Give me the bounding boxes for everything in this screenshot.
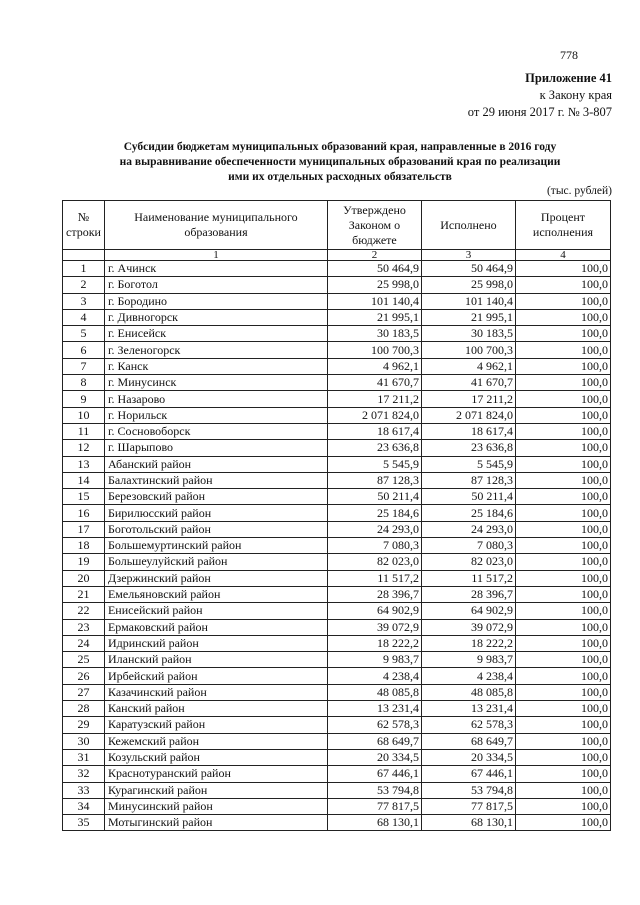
executed-amount-cell: 50 464,9 [421, 261, 515, 277]
executed-amount-cell: 18 222,2 [421, 635, 515, 651]
row-number-cell: 14 [63, 472, 105, 488]
executed-amount-cell: 25 184,6 [421, 505, 515, 521]
percent-cell: 100,0 [515, 375, 610, 391]
table-row [63, 635, 611, 651]
executed-amount-cell: 50 211,4 [421, 489, 515, 505]
municipality-name-cell: г. Енисейск [104, 326, 327, 342]
table-row [63, 668, 611, 684]
executed-amount-cell: 82 023,0 [421, 554, 515, 570]
row-number-cell: 5 [63, 326, 105, 342]
row-number-cell: 16 [63, 505, 105, 521]
table-row [63, 407, 611, 423]
percent-cell: 100,0 [515, 782, 610, 798]
approved-amount-cell: 77 817,5 [327, 798, 421, 814]
executed-amount-cell: 39 072,9 [421, 619, 515, 635]
percent-cell: 100,0 [515, 586, 610, 602]
appendix-block [468, 70, 612, 121]
approved-amount-cell: 28 396,7 [327, 586, 421, 602]
approved-amount-cell: 24 293,0 [327, 521, 421, 537]
approved-amount-cell: 20 334,5 [327, 749, 421, 765]
column-number: 2 [327, 250, 421, 261]
row-number-cell: 30 [63, 733, 105, 749]
table-row [63, 391, 611, 407]
row-number-cell: 31 [63, 749, 105, 765]
municipality-name-cell: г. Зеленогорск [104, 342, 327, 358]
row-number-cell: 25 [63, 652, 105, 668]
municipality-name-cell: г. Шарыпово [104, 440, 327, 456]
table-row [63, 309, 611, 325]
approved-amount-cell: 39 072,9 [327, 619, 421, 635]
row-number-cell: 15 [63, 489, 105, 505]
approved-amount-cell: 5 545,9 [327, 456, 421, 472]
document-title [60, 140, 620, 185]
row-number-cell: 1 [63, 261, 105, 277]
row-number-cell: 33 [63, 782, 105, 798]
percent-cell: 100,0 [515, 684, 610, 700]
header-row-number: № строки [63, 201, 105, 250]
executed-amount-cell: 64 902,9 [421, 603, 515, 619]
row-number-cell: 23 [63, 619, 105, 635]
approved-amount-cell: 87 128,3 [327, 472, 421, 488]
header-approved: Утверждено Законом о бюджете [327, 201, 421, 250]
municipality-name-cell: г. Ачинск [104, 261, 327, 277]
percent-cell: 100,0 [515, 635, 610, 651]
row-number-cell: 6 [63, 342, 105, 358]
table-row [63, 472, 611, 488]
table-row [63, 603, 611, 619]
executed-amount-cell: 53 794,8 [421, 782, 515, 798]
executed-amount-cell: 68 649,7 [421, 733, 515, 749]
approved-amount-cell: 68 130,1 [327, 815, 421, 831]
table-row [63, 440, 611, 456]
column-number-row [63, 250, 611, 261]
municipality-name-cell: Енисейский район [104, 603, 327, 619]
table-row [63, 375, 611, 391]
percent-cell: 100,0 [515, 619, 610, 635]
percent-cell: 100,0 [515, 261, 610, 277]
table-row [63, 684, 611, 700]
percent-cell: 100,0 [515, 554, 610, 570]
approved-amount-cell: 4 238,4 [327, 668, 421, 684]
executed-amount-cell: 13 231,4 [421, 701, 515, 717]
column-number: 4 [515, 250, 610, 261]
row-number-cell: 35 [63, 815, 105, 831]
municipality-name-cell: Емельяновский район [104, 586, 327, 602]
executed-amount-cell: 28 396,7 [421, 586, 515, 602]
row-number-cell: 22 [63, 603, 105, 619]
municipality-name-cell: Курагинский район [104, 782, 327, 798]
table-row [63, 456, 611, 472]
municipality-name-cell: Бирилюсский район [104, 505, 327, 521]
table-row [63, 798, 611, 814]
executed-amount-cell: 5 545,9 [421, 456, 515, 472]
executed-amount-cell: 67 446,1 [421, 766, 515, 782]
municipality-name-cell: Дзержинский район [104, 570, 327, 586]
subsidies-table [62, 200, 611, 831]
approved-amount-cell: 53 794,8 [327, 782, 421, 798]
units-label: (тыс. рублей) [546, 185, 612, 197]
row-number-cell: 28 [63, 701, 105, 717]
row-number-cell: 24 [63, 635, 105, 651]
municipality-name-cell: Каратузский район [104, 717, 327, 733]
percent-cell: 100,0 [515, 277, 610, 293]
row-number-cell: 8 [63, 375, 105, 391]
column-number: 3 [421, 250, 515, 261]
approved-amount-cell: 21 995,1 [327, 309, 421, 325]
executed-amount-cell: 18 617,4 [421, 423, 515, 439]
municipality-name-cell: г. Норильск [104, 407, 327, 423]
executed-amount-cell: 2 071 824,0 [421, 407, 515, 423]
percent-cell: 100,0 [515, 358, 610, 374]
percent-cell: 100,0 [515, 440, 610, 456]
table-row [63, 586, 611, 602]
table-row [63, 815, 611, 831]
percent-cell: 100,0 [515, 668, 610, 684]
executed-amount-cell: 20 334,5 [421, 749, 515, 765]
municipality-name-cell: Казачинский район [104, 684, 327, 700]
page-number: 778 [560, 48, 578, 62]
municipality-name-cell: Мотыгинский район [104, 815, 327, 831]
row-number-cell: 7 [63, 358, 105, 374]
municipality-name-cell: Ермаковский район [104, 619, 327, 635]
approved-amount-cell: 13 231,4 [327, 701, 421, 717]
approved-amount-cell: 18 222,2 [327, 635, 421, 651]
municipality-name-cell: Идринский район [104, 635, 327, 651]
percent-cell: 100,0 [515, 326, 610, 342]
municipality-name-cell: Козульский район [104, 749, 327, 765]
executed-amount-cell: 62 578,3 [421, 717, 515, 733]
approved-amount-cell: 11 517,2 [327, 570, 421, 586]
percent-cell: 100,0 [515, 309, 610, 325]
percent-cell: 100,0 [515, 505, 610, 521]
percent-cell: 100,0 [515, 570, 610, 586]
percent-cell: 100,0 [515, 701, 610, 717]
header-executed: Исполнено [421, 201, 515, 250]
percent-cell: 100,0 [515, 815, 610, 831]
executed-amount-cell: 68 130,1 [421, 815, 515, 831]
percent-cell: 100,0 [515, 407, 610, 423]
title-line: ими их отдельных расходных обязательств [228, 171, 452, 183]
approved-amount-cell: 50 211,4 [327, 489, 421, 505]
row-number-cell: 12 [63, 440, 105, 456]
row-number-cell: 4 [63, 309, 105, 325]
municipality-name-cell: Краснотуранский район [104, 766, 327, 782]
row-number-cell: 11 [63, 423, 105, 439]
table-row [63, 782, 611, 798]
appendix-date: от 29 июня 2017 г. № 3-807 [467, 105, 612, 119]
column-number [63, 250, 105, 261]
municipality-name-cell: Абанский район [104, 456, 327, 472]
municipality-name-cell: Березовский район [104, 489, 327, 505]
row-number-cell: 20 [63, 570, 105, 586]
table-row [63, 423, 611, 439]
approved-amount-cell: 23 636,8 [327, 440, 421, 456]
table-row [63, 261, 611, 277]
executed-amount-cell: 41 670,7 [421, 375, 515, 391]
approved-amount-cell: 9 983,7 [327, 652, 421, 668]
percent-cell: 100,0 [515, 749, 610, 765]
table-row [63, 326, 611, 342]
row-number-cell: 10 [63, 407, 105, 423]
municipality-name-cell: г. Боготол [104, 277, 327, 293]
executed-amount-cell: 77 817,5 [421, 798, 515, 814]
row-number-cell: 32 [63, 766, 105, 782]
executed-amount-cell: 30 183,5 [421, 326, 515, 342]
table-row [63, 701, 611, 717]
approved-amount-cell: 30 183,5 [327, 326, 421, 342]
percent-cell: 100,0 [515, 456, 610, 472]
executed-amount-cell: 101 140,4 [421, 293, 515, 309]
approved-amount-cell: 82 023,0 [327, 554, 421, 570]
row-number-cell: 21 [63, 586, 105, 602]
municipality-name-cell: Иланский район [104, 652, 327, 668]
municipality-name-cell: г. Бородино [104, 293, 327, 309]
municipality-name-cell: Большеулуйский район [104, 554, 327, 570]
municipality-name-cell: Минусинский район [104, 798, 327, 814]
table-row [63, 277, 611, 293]
approved-amount-cell: 48 085,8 [327, 684, 421, 700]
percent-cell: 100,0 [515, 489, 610, 505]
approved-amount-cell: 62 578,3 [327, 717, 421, 733]
row-number-cell: 9 [63, 391, 105, 407]
approved-amount-cell: 4 962,1 [327, 358, 421, 374]
executed-amount-cell: 48 085,8 [421, 684, 515, 700]
appendix-law-ref: к Закону края [539, 88, 612, 102]
approved-amount-cell: 100 700,3 [327, 342, 421, 358]
municipality-name-cell: г. Назарово [104, 391, 327, 407]
municipality-name-cell: г. Канск [104, 358, 327, 374]
approved-amount-cell: 64 902,9 [327, 603, 421, 619]
table-body [63, 261, 611, 831]
approved-amount-cell: 7 080,3 [327, 538, 421, 554]
executed-amount-cell: 24 293,0 [421, 521, 515, 537]
row-number-cell: 3 [63, 293, 105, 309]
title-line: на выравнивание обеспеченности муниципальных образований края по реализации [119, 156, 561, 168]
table-row [63, 293, 611, 309]
row-number-cell: 19 [63, 554, 105, 570]
row-number-cell: 2 [63, 277, 105, 293]
municipality-name-cell: Боготольский район [104, 521, 327, 537]
approved-amount-cell: 68 649,7 [327, 733, 421, 749]
table-row [63, 717, 611, 733]
table-row [63, 733, 611, 749]
percent-cell: 100,0 [515, 798, 610, 814]
table-header-row [63, 201, 611, 250]
table-row [63, 652, 611, 668]
executed-amount-cell: 11 517,2 [421, 570, 515, 586]
approved-amount-cell: 41 670,7 [327, 375, 421, 391]
row-number-cell: 18 [63, 538, 105, 554]
approved-amount-cell: 17 211,2 [327, 391, 421, 407]
executed-amount-cell: 4 962,1 [421, 358, 515, 374]
percent-cell: 100,0 [515, 603, 610, 619]
percent-cell: 100,0 [515, 521, 610, 537]
header-percent: Процент исполнения [515, 201, 610, 250]
percent-cell: 100,0 [515, 342, 610, 358]
table-row [63, 489, 611, 505]
municipality-name-cell: Ирбейский район [104, 668, 327, 684]
table-row [63, 538, 611, 554]
percent-cell: 100,0 [515, 293, 610, 309]
municipality-name-cell: Балахтинский район [104, 472, 327, 488]
executed-amount-cell: 7 080,3 [421, 538, 515, 554]
row-number-cell: 29 [63, 717, 105, 733]
approved-amount-cell: 67 446,1 [327, 766, 421, 782]
column-number: 1 [104, 250, 327, 261]
municipality-name-cell: Канский район [104, 701, 327, 717]
percent-cell: 100,0 [515, 538, 610, 554]
approved-amount-cell: 25 998,0 [327, 277, 421, 293]
appendix-title: Приложение 41 [525, 71, 612, 85]
row-number-cell: 26 [63, 668, 105, 684]
table-row [63, 505, 611, 521]
table-row [63, 521, 611, 537]
municipality-name-cell: г. Сосновоборск [104, 423, 327, 439]
municipality-name-cell: Кежемский район [104, 733, 327, 749]
executed-amount-cell: 4 238,4 [421, 668, 515, 684]
percent-cell: 100,0 [515, 652, 610, 668]
municipality-name-cell: г. Минусинск [104, 375, 327, 391]
approved-amount-cell: 25 184,6 [327, 505, 421, 521]
percent-cell: 100,0 [515, 733, 610, 749]
executed-amount-cell: 87 128,3 [421, 472, 515, 488]
row-number-cell: 27 [63, 684, 105, 700]
row-number-cell: 13 [63, 456, 105, 472]
percent-cell: 100,0 [515, 472, 610, 488]
executed-amount-cell: 17 211,2 [421, 391, 515, 407]
municipality-name-cell: Большемуртинский район [104, 538, 327, 554]
approved-amount-cell: 2 071 824,0 [327, 407, 421, 423]
executed-amount-cell: 25 998,0 [421, 277, 515, 293]
row-number-cell: 17 [63, 521, 105, 537]
table-row [63, 749, 611, 765]
percent-cell: 100,0 [515, 766, 610, 782]
executed-amount-cell: 9 983,7 [421, 652, 515, 668]
table-row [63, 342, 611, 358]
table-row [63, 358, 611, 374]
table-row [63, 554, 611, 570]
percent-cell: 100,0 [515, 717, 610, 733]
approved-amount-cell: 101 140,4 [327, 293, 421, 309]
executed-amount-cell: 100 700,3 [421, 342, 515, 358]
table-row [63, 570, 611, 586]
approved-amount-cell: 50 464,9 [327, 261, 421, 277]
title-line: Субсидии бюджетам муниципальных образований края, направленные в 2016 году [123, 141, 557, 153]
header-name: Наименование муниципального образования [104, 201, 327, 250]
executed-amount-cell: 23 636,8 [421, 440, 515, 456]
table-row [63, 766, 611, 782]
approved-amount-cell: 18 617,4 [327, 423, 421, 439]
executed-amount-cell: 21 995,1 [421, 309, 515, 325]
percent-cell: 100,0 [515, 423, 610, 439]
municipality-name-cell: г. Дивногорск [104, 309, 327, 325]
percent-cell: 100,0 [515, 391, 610, 407]
row-number-cell: 34 [63, 798, 105, 814]
table-row [63, 619, 611, 635]
